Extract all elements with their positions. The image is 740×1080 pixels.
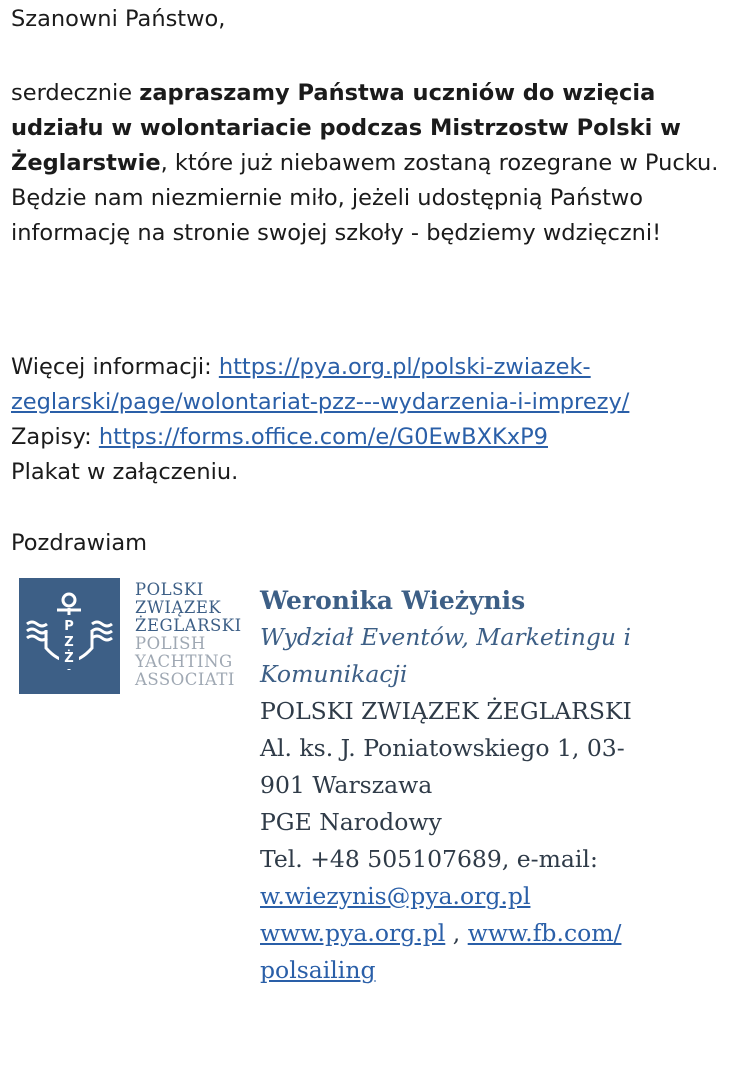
links-paragraph xyxy=(11,350,731,490)
signature-organization: POLSKI ZWIĄZEK ŻEGLARSKI xyxy=(260,697,632,725)
logo-line: ZWIĄZEK xyxy=(135,598,222,617)
logo-line: ASSOCIATI xyxy=(135,670,235,689)
signature-facebook-link[interactable]: www.fb.com/ xyxy=(467,919,622,947)
intro-paragraph xyxy=(11,76,731,251)
attachment-note: Plakat w załączeniu. xyxy=(11,459,239,485)
signature-address: 901 Warszawa xyxy=(260,771,433,799)
signup-label: Zapisy: xyxy=(11,424,99,450)
pzz-logo-emblem xyxy=(19,578,120,694)
intro-rest: , które już niebawem zostaną rozegrane w Pucku. xyxy=(160,150,719,176)
logo-line: POLSKI xyxy=(135,580,204,599)
signature-address: Al. ks. J. Poniatowskiego 1, 03- xyxy=(260,734,625,762)
emblem-letter-z: Z xyxy=(64,635,74,650)
signature-department: Wydział Eventów, Marketingu i xyxy=(260,623,631,651)
emblem-letter-zz: Ż xyxy=(64,651,74,666)
signup-link[interactable]: https://forms.office.com/e/G0EwBXKxP9 xyxy=(98,424,548,450)
closing: Pozdrawiam xyxy=(11,530,148,556)
emblem-letter-p: P xyxy=(64,619,74,634)
signature-separator: , xyxy=(445,919,468,947)
signature-name: Weronika Wieżynis xyxy=(260,586,526,615)
greeting: Szanowni Państwo, xyxy=(11,6,226,32)
signature-department: Komunikacji xyxy=(260,660,408,688)
info-link[interactable]: https://pya.org.pl/polski-zwiazek-zeglarski/page/wolontariat-pzz---wydarzenia-i-imprezy/ xyxy=(11,354,630,415)
signature-venue: PGE Narodowy xyxy=(260,808,442,836)
anchor-icon xyxy=(19,578,120,694)
signature-email-link[interactable]: w.wiezynis@pya.org.pl xyxy=(260,882,531,910)
intro-bold: zapraszamy Państwa uczniów do wzięcia udziału w wolontariacie podczas Mistrzostw Polski w Żeglarstwie xyxy=(11,80,681,176)
signature-phone: Tel. +48 505107689, e-mail: xyxy=(260,845,598,873)
logo-line: ŻEGLARSKI xyxy=(135,616,242,635)
info-label: Więcej informacji: xyxy=(11,354,219,380)
pzz-logo-wordmark xyxy=(135,581,265,689)
email-signature xyxy=(260,582,730,989)
signature-facebook-link[interactable]: polsailing xyxy=(260,956,376,984)
logo-line: POLISH xyxy=(135,634,206,653)
intro-second: Będzie nam niezmiernie miło, jeżeli udostępnią Państwo informację na stronie swojej szkoły - będziemy wdzięczni! xyxy=(11,185,662,246)
logo-line: YACHTING xyxy=(135,652,233,671)
signature-website-link[interactable]: www.pya.org.pl xyxy=(260,919,446,947)
intro-lead: serdecznie xyxy=(11,80,140,106)
